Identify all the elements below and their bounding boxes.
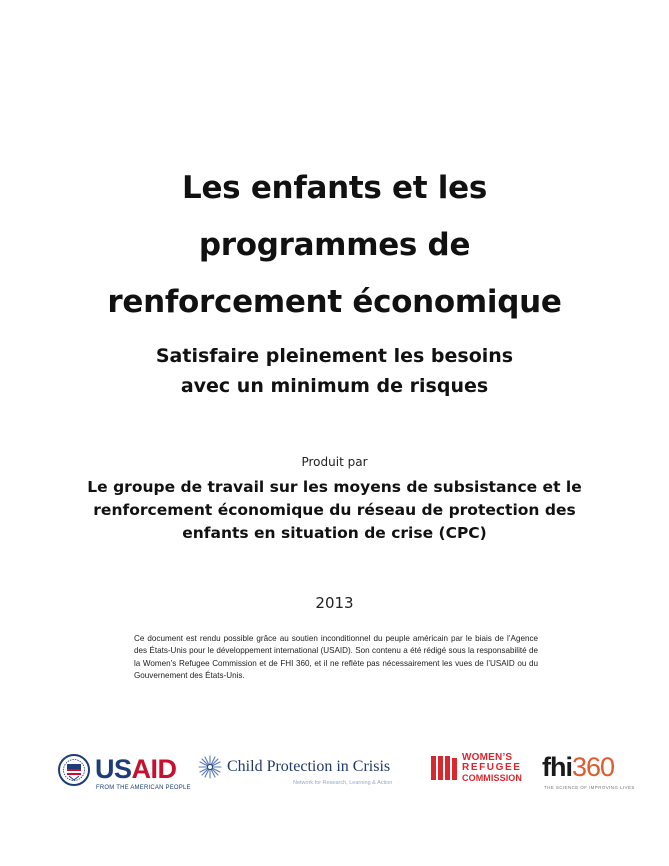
document-subtitle [0, 341, 669, 401]
subtitle-line: Satisfaire pleinement les besoins [155, 345, 514, 367]
usaid-wordmark [95, 754, 177, 784]
usaid-tagline: FROM THE AMERICAN PEOPLE [96, 785, 191, 791]
produced-by-label: Produit par [301, 455, 368, 469]
wrc-line: WOMEN’S [462, 752, 513, 763]
usaid-us: US [95, 754, 132, 784]
producer-group [0, 476, 669, 545]
document-title [0, 160, 669, 331]
wrc-line: COMMISSION [462, 773, 523, 783]
wrc-wordmark [462, 753, 522, 783]
disclaimer-notice: Ce document est rendu possible grâce au soutien inconditionnel du peuple américain par le biais de l’Agence des États-Unis pour le développement international (USAID). Son contenu a été rédigé sous la responsabilité de la Women’s Refugee Commission et de FHI 360, et il ne reflète pas nécessairement les vues de l’USAID ou du Gouvernement des États-Unis. [134, 634, 538, 681]
starburst-icon [197, 754, 223, 780]
usaid-aid: AID [131, 754, 177, 784]
fhi-text: fhi [542, 752, 572, 782]
title-line: programmes de [198, 227, 471, 263]
subtitle-line: avec un minimum de risques [180, 375, 489, 397]
usaid-seal-icon [58, 754, 90, 786]
vertical-bars-icon [431, 752, 459, 780]
partner-logos [0, 746, 669, 806]
title-line: renforcement économique [107, 284, 562, 320]
cpc-name: Child Protection in Crisis [227, 758, 391, 775]
producer-line: Le groupe de travail sur les moyens de subsistance et le [87, 478, 582, 496]
wrc-line: REFUGEE [462, 762, 522, 773]
producer-line: renforcement économique du réseau de protection des [93, 501, 576, 519]
publication-year: 2013 [315, 594, 354, 612]
title-line: Les enfants et les [182, 170, 487, 206]
cpc-tagline: Network for Research, Learning & Action [293, 780, 393, 786]
fhi-number: 360 [572, 752, 615, 782]
producer-line: enfants en situation de crise (CPC) [182, 524, 487, 542]
fhi360-logo [542, 752, 635, 790]
fhi360-wordmark [542, 752, 614, 782]
fhi360-tagline: THE SCIENCE OF IMPROVING LIVES [544, 785, 635, 790]
